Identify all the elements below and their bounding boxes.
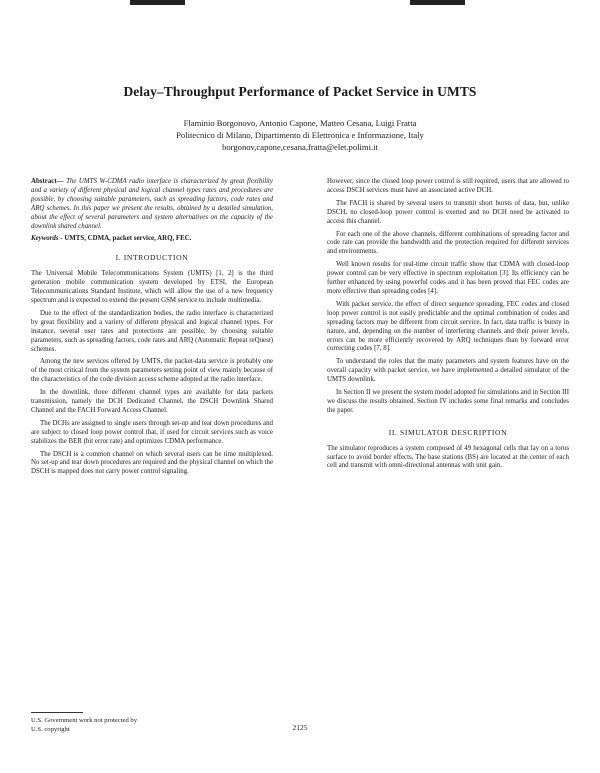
body-paragraph: Well known results for real-time circuit traffic show that CDMA with closed-loop power control can be very effective in spectrum exploitation [3]. Its efficiency can be further enhanced by using powerful codes and it has been proved that FEC codes are more effective than spreading codes [4]. [327,261,569,295]
left-column [31,178,273,481]
body-paragraph: In Section II we present the system model adopted for simulations and in Section III we discuss the results obtained. Section IV includes some final remarks and concludes the paper. [327,389,569,414]
footnote-divider [31,712,83,713]
body-paragraph: Due to the effect of the standardization bodies, the radio interface is characterized by great flexibility and a variety of different physical and logical channel types. For instance, several user rates and protections are possible, by choosing suitable parameters, such as spreading factors, code rates and ARQ (Automatic Repeat reQuest) schemes. [31,309,273,353]
section-heading-simulator: II. SIMULATOR DESCRIPTION [388,427,508,437]
page-number: 2125 [292,723,308,732]
body-paragraph: The DSCH is a common channel on which several users can be time multiplexed. No set-up and tear down procedures are required and the physical channel on which the DSCH is mapped does not carry power control signaling. [31,450,273,476]
paper-email: borgonov,capone,cesana,fratta@elet.polimi.it [222,142,378,152]
paper-title: Delay–Throughput Performance of Packet Service in UMTS [123,84,477,99]
keywords-label: Keywords [31,235,59,243]
scan-mark-right [410,0,465,5]
keywords-text: - UMTS, CDMA, packet service, ARQ, FEC. [58,235,192,243]
body-paragraph: Among the new services offered by UMTS, the packet-data service is probably one of the most critical from the system parameters setting point of view mainly because of the characteristics of the code division access scheme adopted at the radio interface. [31,358,273,384]
abstract-text: The UMTS W-CDMA radio interface is characterized by great flexibility and a variety of different physical and logical channel types rates and procedures are possible, by choosing suitable parameters, such as spreading factors, code rates and ARQ schemes. In this paper we present the results, obtained by a detailed simulation, about the effect of several parameters and system alternatives on the capacity of the downlink shared channel. [31,178,273,230]
right-column [327,178,569,475]
footnote-line: U.S. Government work not protected by [31,717,138,724]
keywords [31,235,273,244]
body-paragraph: The simulator reproduces a system composed of 49 hexagonal cells that lay on a torus surface to avoid border effects. The base stations (BS) are located at the center of each cell and transmit with omni-directional antennas with unit gain. [327,444,569,470]
body-paragraph: For each one of the above channels, different combinations of spreading factor and code rate can provide the bandwidth and the protection required for different services and environments. [327,230,569,256]
footnote-line: U.S. copyright [31,725,70,733]
body-paragraph: The Universal Mobile Telecommunications System (UMTS) [1, 2] is the third generation mobile communication system developed by ETSI, the European Telecommunications Standard Institute, which will allow the use of a new frequency spectrum and is expected to extend the present GSM service to include multimedia. [31,270,273,304]
paper-affiliation: Politecnico di Milano, Dipartimento di Elettronica e Informazione, Italy [176,130,424,140]
paper-authors: Flaminio Borgonovo, Antonio Capone, Matteo Cesana, Luigi Fratta [183,118,417,128]
abstract [31,178,273,231]
body-paragraph: To understand the roles that the many parameters and system features have on the overall capacity with packet service, we have implemented a detailed simulator of the UMTS downlink. [327,358,569,384]
body-paragraph: However, since the closed loop power control is still required, users that are allowed to access DSCH services must have an associated active DCH. [327,178,569,194]
body-paragraph: With packet service, the effect of direct sequence spreading, FEC codes and closed loop power control is not easily predictable and the optimal combination of codes and spreading factors may be different from circuit service. In fact, data traffic is bursty in nature, and, depending on the number of interfering channels and their power levels, errors can be more efficiently recovered by ARQ techniques than by forward error correcting codes [7, 8]. [327,300,569,353]
section-heading-introduction: I. INTRODUCTION [115,253,189,263]
body-paragraph: The FACH is shared by several users to transmit short bursts of data, but, unlike DSCH, no closed-loop power control is exerted and no DCH need be activated to access this channel. [327,199,569,225]
body-paragraph: In the downlink, three different channel types are available for data packets transmission, namely the DCH Dedicated Channel, the DSCH Downlink Shared Channel and the FACH Forward Access Channel. [31,389,273,414]
abstract-label: Abstract— [31,178,64,185]
scan-mark-left [130,0,185,5]
body-paragraph: The DCHs are assigned to single users through set-up and tear down procedures and are subject to closed loop power control that, if used for circuit services such as voice stabilizes the BER (bit error rate) and optimizes CDMA performance. [31,419,273,445]
